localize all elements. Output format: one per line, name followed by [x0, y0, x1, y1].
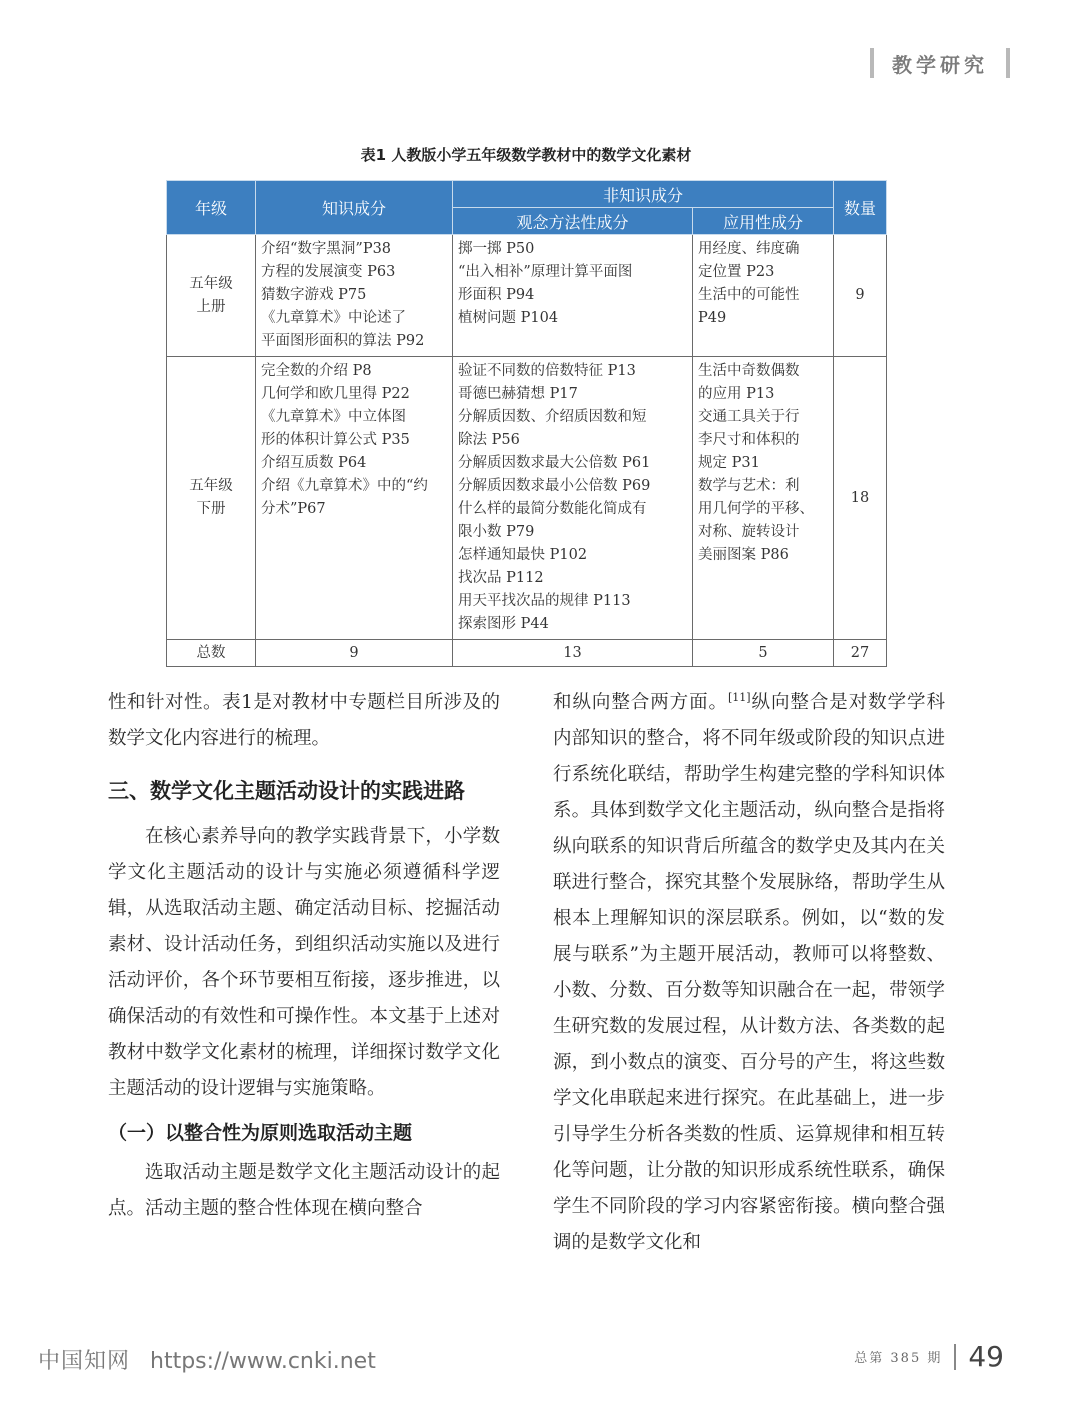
method-cell: [453, 357, 693, 640]
total-application: 5: [693, 640, 834, 667]
cell-line: 怎样通知最快 P102: [458, 547, 588, 563]
subsection-heading: （一）以整合性为原则选取活动主题: [108, 1122, 413, 1144]
cell-line: 完全数的介绍 P8: [261, 363, 372, 379]
paragraph: 性和针对性。表1是对教材中专题栏目所涉及的数学文化内容进行的梳理。: [108, 692, 500, 749]
cell-line: 《九章算术》中论述了: [261, 310, 406, 326]
table-row: [167, 235, 887, 357]
page-number: 49: [968, 1340, 1004, 1373]
header-application: 应用性成分: [693, 208, 834, 235]
cell-line: 生活中的可能性: [698, 287, 800, 303]
grade-cell: [167, 235, 256, 357]
cell-line: 找次品 P112: [458, 570, 544, 586]
cell-line: 介绍互质数 P64: [261, 455, 367, 471]
total-knowledge: 9: [256, 640, 453, 667]
count-cell: 18: [834, 357, 887, 640]
table-row: [167, 357, 887, 640]
cell-line: 分解质因数求最大公倍数 P61: [458, 455, 651, 471]
grade-line: 下册: [196, 501, 226, 517]
reference-marker: [11]: [727, 690, 751, 704]
cell-line: 方程的发展演变 P63: [261, 264, 396, 280]
cell-line: 分解质因数求最小公倍数 P69: [458, 478, 651, 494]
page-header: [870, 48, 1010, 78]
section-title: 教学研究: [892, 52, 988, 77]
count-cell: 9: [834, 235, 887, 357]
cell-line: 用经度、纬度确: [698, 241, 800, 257]
cell-line: 规定 P31: [698, 455, 760, 471]
cell-line: 限小数 P79: [458, 524, 535, 540]
cell-line: 形的体积计算公式 P35: [261, 432, 410, 448]
footer-divider: [954, 1344, 956, 1370]
header-knowledge: 知识成分: [256, 181, 453, 235]
cell-line: 形面积 P94: [458, 287, 535, 303]
cell-line: 定位置 P23: [698, 264, 775, 280]
grade-line: 上册: [196, 298, 226, 315]
watermark: [38, 1344, 376, 1375]
cell-line: 验证不同数的倍数特征 P13: [458, 363, 636, 379]
cell-line: 探索图形 P44: [458, 616, 549, 632]
cell-line: 数学与艺术：利: [698, 478, 800, 494]
cell-line: 美丽图案 P86: [698, 547, 789, 563]
cell-line: 《九章算术》中立体图: [261, 409, 406, 425]
header-count: 数量: [834, 181, 887, 235]
grade-line: 五年级: [189, 275, 233, 292]
text-run: 和纵向整合两方面。: [553, 692, 728, 713]
cell-line: 分术”P67: [261, 501, 326, 517]
watermark-url: https://www.cnki.net: [150, 1349, 376, 1374]
cell-line: “出入相补”原理计算平面图: [458, 264, 633, 280]
knowledge-cell: [256, 357, 453, 640]
cell-line: 介绍《九章算术》中的“约: [261, 478, 428, 494]
table-caption: 表1 人教版小学五年级数学教材中的数学文化素材: [360, 146, 692, 164]
table-total-row: [167, 640, 887, 667]
header-non-knowledge: 非知识成分: [453, 181, 834, 208]
knowledge-cell: [256, 235, 453, 357]
page-footer: [854, 1340, 1004, 1373]
header-method: 观念方法性成分: [453, 208, 693, 235]
text-run: 纵向整合是对数学学科内部知识的整合，将不同年级或阶段的知识点进行系统化联结，帮助学生构建完整的学科知识体系。具体到数学文化主题活动，纵向整合是指将纵向联系的知识背后所蕴含的数学史及其内在关联进行整合，探究其整个发展脉络，帮助学生从根本上理解知识的深层联系。例如，以“数的发展与联系”为主题开展活动，教师可以将整数、小数、分数、百分数等知识融合在一起，带领学生研究数的发展过程，从计数方法、各类数的起源，到小数点的演变、百分号的产生，将这些数学文化串联起来进行探究。在此基础上，进一步引导学生分析各类数的性质、运算规律和相互转化等问题，让分散的知识形成系统性联系，确保学生不同阶段的学习内容紧密衔接。横向整合强调的是数学文化和: [553, 692, 945, 1253]
paragraph: [553, 685, 945, 1261]
section-heading: 三、数学文化主题活动设计的实践进路: [108, 779, 465, 803]
application-cell: [693, 357, 834, 640]
cell-line: 掷一掷 P50: [458, 241, 535, 257]
cell-line: 除法 P56: [458, 432, 520, 448]
issue-number: 总第 385 期: [854, 1351, 943, 1366]
cell-line: 对称、旋转设计: [698, 524, 800, 540]
cell-line: 交通工具关于行: [698, 409, 800, 425]
left-column: [108, 685, 500, 1227]
cell-line: 植树问题 P104: [458, 310, 559, 326]
cell-line: 生活中奇数偶数: [698, 363, 800, 379]
materials-table: [166, 180, 887, 667]
cell-line: 李尺寸和体积的: [698, 432, 800, 448]
paragraph: 选取活动主题是数学文化主题活动设计的起点。活动主题的整合性体现在横向整合: [108, 1162, 500, 1219]
application-cell: [693, 235, 834, 357]
cell-line: 哥德巴赫猜想 P17: [458, 386, 578, 402]
watermark-site-name: 中国知网: [38, 1349, 131, 1374]
paragraph: 在核心素养导向的教学实践背景下，小学数学文化主题活动的设计与实施必须遵循科学逻辑，从选取活动主题、确定活动目标、挖掘活动素材、设计活动任务，到组织活动实施以及进行活动评价，各个环节要相互衔接，逐步推进，以确保活动的有效性和可操作性。本文基于上述对教材中数学文化素材的梳理，详细探讨数学文化主题活动的设计逻辑与实施策略。: [108, 826, 500, 1099]
cell-line: 什么样的最简分数能化简成有: [458, 501, 647, 517]
cell-line: 平面图形面积的算法 P92: [261, 333, 425, 349]
total-method: 13: [453, 640, 693, 667]
total-count: 27: [834, 640, 887, 667]
cell-line: 的应用 P13: [698, 386, 775, 402]
right-column: [553, 685, 945, 1261]
cell-line: 用天平找次品的规律 P113: [458, 593, 631, 609]
cell-line: 用几何学的平移、: [698, 501, 814, 517]
cell-line: 分解质因数、介绍质因数和短: [458, 409, 647, 425]
header-grade: 年级: [167, 181, 256, 235]
cell-line: P49: [698, 310, 727, 326]
header-divider-right: [1006, 48, 1010, 78]
grade-cell: [167, 357, 256, 640]
total-label: 总数: [167, 640, 256, 667]
cell-line: 介绍“数字黑洞”P38: [261, 241, 392, 257]
method-cell: [453, 235, 693, 357]
grade-line: 五年级: [189, 478, 233, 494]
cell-line: 几何学和欧几里得 P22: [261, 386, 410, 402]
cell-line: 猜数字游戏 P75: [261, 287, 367, 303]
